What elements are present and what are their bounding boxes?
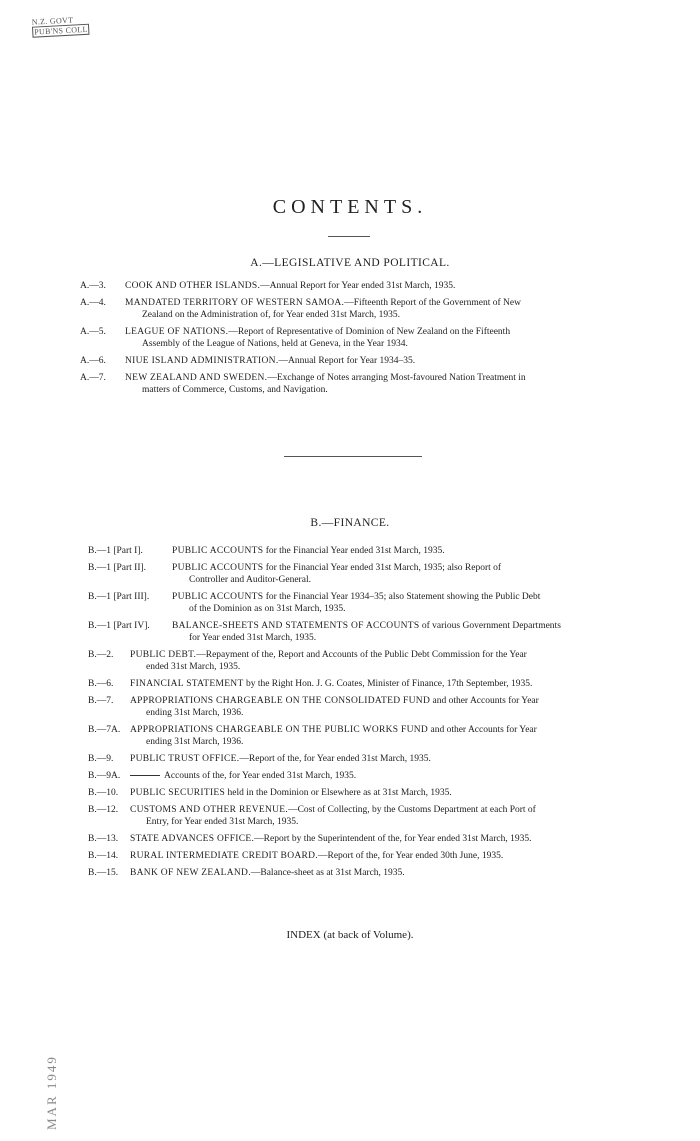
entry-description: —Annual Report for Year ended 31st March, 1935. [260,281,456,291]
entry-text [172,562,614,574]
entry-text [172,545,614,557]
contents-entry [88,649,614,673]
entry-text [130,724,614,736]
entry-title: PUBLIC ACCOUNTS [172,563,264,573]
page-title: CONTENTS. [272,196,428,218]
entry-code: B.—13. [88,834,119,844]
contents-entry [88,867,614,879]
entry-title: CUSTOMS AND OTHER REVENUE. [130,805,289,815]
entry-code: A.—5. [80,327,106,337]
entry-description: —Annual Report for Year 1934–35. [278,356,416,366]
contents-entry [88,850,614,862]
entry-title: PUBLIC TRUST OFFICE. [130,754,240,764]
entry-description: —Exchange of Notes arranging Most-favoured Nation Treatment in [267,373,526,383]
entry-title: PUBLIC SECURITIES [130,788,226,798]
entry-text [125,326,611,338]
entry-text [130,787,614,799]
contents-entry [88,695,614,719]
entry-description: —Report of the, for Year ended 31st March, 1935. [239,754,431,764]
entry-code: B.—14. [88,851,119,861]
entry-code: A.—4. [80,298,106,308]
contents-entry [88,620,614,644]
index-note: INDEX (at back of Volume). [286,929,414,941]
entry-code: B.—9A. [88,771,121,781]
contents-entry [88,770,614,782]
entry-title: PUBLIC ACCOUNTS [172,592,264,602]
entry-description: of various Government Departments [419,621,561,631]
entry-continuation: of the Dominion as on 31st March, 1935. [189,604,346,614]
date-stamp: MAR 1949 [44,1055,59,1130]
section-b-list [88,545,614,884]
entry-code: A.—7. [80,373,106,383]
entry-description: Accounts of the, for Year ended 31st March, 1935. [164,771,357,781]
stamp-line-2: PUB'NS COLL [32,24,90,38]
entry-description: —Report of Representative of Dominion of New Zealand on the Fifteenth [228,327,511,337]
entry-text [125,372,611,384]
entry-text [130,678,614,690]
entry-text [130,833,614,845]
entry-text [172,591,614,603]
entry-title: FINANCIAL STATEMENT [130,679,244,689]
entry-description: and other Accounts for Year [430,696,539,706]
library-stamp [32,14,99,37]
entry-continuation: Entry, for Year ended 31st March, 1935. [146,817,299,827]
entry-code: A.—3. [80,281,106,291]
entry-continuation: ending 31st March, 1936. [146,708,244,718]
contents-entry [80,280,611,292]
entry-text [130,867,614,879]
entry-continuation: Zealand on the Administration of, for Year ended 31st March, 1935. [142,310,401,320]
entry-description: —Cost of Collecting, by the Customs Department at each Port of [288,805,536,815]
entry-code: A.—6. [80,356,106,366]
entry-continuation: for Year ended 31st March, 1935. [189,633,317,643]
entry-text [130,850,614,862]
entry-text [130,695,614,707]
stamp-line-1: N.Z. GOVT [31,15,74,27]
entry-code: B.—7A. [88,725,121,735]
ditto-dash [130,775,160,776]
entry-code: B.—1 [Part I]. [88,546,143,556]
entry-code: B.—2. [88,650,114,660]
entry-title: BALANCE-SHEETS AND STATEMENTS OF ACCOUNTS [172,621,420,631]
contents-entry [88,753,614,765]
contents-entry [88,562,614,586]
entry-code: B.—7. [88,696,114,706]
entry-continuation: Assembly of the League of Nations, held at Geneva, in the Year 1934. [142,339,408,349]
entry-description: —Repayment of the, Report and Accounts of the Public Debt Commission for the Year [196,650,527,660]
entry-description: for the Financial Year ended 31st March, 1935. [263,546,445,556]
entry-text [130,770,614,782]
contents-entry [88,833,614,845]
entry-text [125,355,611,367]
section-divider [284,456,422,457]
entry-description: —Balance-sheet as at 31st March, 1935. [250,868,405,878]
title-divider [328,236,370,237]
entry-title: PUBLIC DEBT. [130,650,197,660]
section-a-list [80,280,611,401]
entry-title: APPROPRIATIONS CHARGEABLE ON THE CONSOLIDATED FUND [130,696,431,706]
entry-title: RURAL INTERMEDIATE CREDIT BOARD. [130,851,318,861]
contents-entry [80,297,611,321]
entry-title: PUBLIC ACCOUNTS [172,546,264,556]
entry-code: B.—9. [88,754,114,764]
entry-description: —Fifteenth Report of the Government of New [344,298,521,308]
entry-title: LEAGUE OF NATIONS. [125,327,229,337]
entry-title: NEW ZEALAND AND SWEDEN. [125,373,268,383]
entry-title: NIUE ISLAND ADMINISTRATION. [125,356,279,366]
contents-entry [88,724,614,748]
entry-title: BANK OF NEW ZEALAND. [130,868,251,878]
entry-description: for the Financial Year 1934–35; also Statement showing the Public Debt [263,592,541,602]
entry-description: for the Financial Year ended 31st March, 1935; also Report of [263,563,502,573]
entry-description: and other Accounts for Year [428,725,537,735]
contents-entry [88,804,614,828]
entry-continuation: matters of Commerce, Customs, and Navigation. [142,385,328,395]
entry-code: B.—15. [88,868,119,878]
contents-entry [88,678,614,690]
entry-title: APPROPRIATIONS CHARGEABLE ON THE PUBLIC WORKS FUND [130,725,429,735]
entry-code: B.—6. [88,679,114,689]
entry-description: held in the Dominion or Elsewhere as at 31st March, 1935. [225,788,452,798]
entry-description: by the Right Hon. J. G. Coates, Minister of Finance, 17th September, 1935. [243,679,533,689]
entry-continuation: Controller and Auditor-General. [189,575,311,585]
entry-title: MANDATED TERRITORY OF WESTERN SAMOA. [125,298,345,308]
section-b-heading: B.—FINANCE. [310,517,390,529]
entry-text [130,649,614,661]
contents-entry [80,326,611,350]
entry-continuation: ending 31st March, 1936. [146,737,244,747]
entry-code: B.—12. [88,805,119,815]
entry-text [125,280,611,292]
contents-entry [88,545,614,557]
entry-title: COOK AND OTHER ISLANDS. [125,281,261,291]
entry-description: —Report by the Superintendent of the, for Year ended 31st March, 1935. [254,834,532,844]
entry-code: B.—1 [Part III]. [88,592,150,602]
entry-title: STATE ADVANCES OFFICE. [130,834,255,844]
contents-entry [80,372,611,396]
section-a-heading: A.—LEGISLATIVE AND POLITICAL. [250,257,450,269]
contents-entry [80,355,611,367]
contents-entry [88,591,614,615]
entry-text [172,620,614,632]
entry-text [130,804,614,816]
entry-description: —Report of the, for Year ended 30th June, 1935. [317,851,504,861]
contents-entry [88,787,614,799]
entry-code: B.—10. [88,788,119,798]
entry-text [125,297,611,309]
entry-continuation: ended 31st March, 1935. [146,662,241,672]
entry-text [130,753,614,765]
entry-code: B.—1 [Part IV]. [88,621,150,631]
entry-code: B.—1 [Part II]. [88,563,147,573]
